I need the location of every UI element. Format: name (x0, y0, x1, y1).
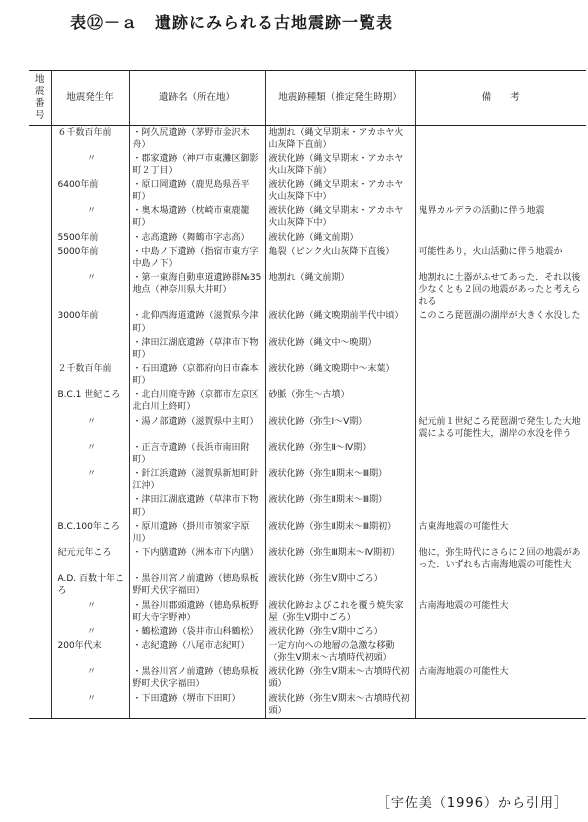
cell-date: 〃 (51, 692, 129, 719)
cell-note (415, 625, 586, 639)
cell-type: 液状化跡（弥生Ⅴ期末～古墳時代初頭） (265, 665, 415, 691)
cell-date (51, 493, 129, 519)
cell-note: 鬼界カルデラの活動に伴う地震 (415, 204, 586, 230)
cell-no (29, 599, 51, 625)
cell-type: 液状化跡（縄文中～晩期） (265, 336, 415, 362)
cell-site: ・阿久尻遺跡（茅野市金沢木舟） (129, 125, 265, 152)
table-row (29, 125, 586, 152)
source-citation: ［宇佐美（1996）から引用］ (376, 796, 568, 811)
table-title: 表⑫－ａ 遺跡にみられる古地震跡一覧表 (70, 13, 394, 32)
cell-no (29, 125, 51, 152)
earthquake-sites-table (29, 70, 586, 719)
cell-note (415, 231, 586, 245)
table-row (29, 415, 586, 441)
cell-type: 地割れ（縄文早期末・アカホヤ火山灰降下直前） (265, 125, 415, 152)
cell-no (29, 520, 51, 546)
cell-type: 液状化跡（縄文前期） (265, 231, 415, 245)
cell-no (29, 231, 51, 245)
cell-note: 可能性あり，火山活動に伴う地震か (415, 245, 586, 271)
cell-note (415, 152, 586, 178)
cell-site: ・郡家遺跡（神戸市東灘区御影町２丁目） (129, 152, 265, 178)
table-row (29, 546, 586, 572)
cell-no (29, 441, 51, 467)
cell-date: 〃 (51, 441, 129, 467)
cell-no (29, 625, 51, 639)
cell-note (415, 336, 586, 362)
cell-note: 地割れに土器がふせてあった．それ以後少なくとも２回の地震があったと考えられる (415, 271, 586, 309)
cell-no (29, 336, 51, 362)
cell-site: ・正言寺遺跡（長浜市南田附町） (129, 441, 265, 467)
cell-note (415, 362, 586, 388)
cell-date: 〃 (51, 665, 129, 691)
cell-date: 〃 (51, 599, 129, 625)
cell-site: ・中島ノ下遺跡（指宿市東方字中島ノ下） (129, 245, 265, 271)
cell-site: ・奥木場遺跡（枕崎市東鹿籠町） (129, 204, 265, 230)
cell-type: 液状化跡（縄文早期末・アカホヤ火山灰降下前） (265, 152, 415, 178)
cell-no (29, 178, 51, 204)
table-row (29, 493, 586, 519)
table-row (29, 152, 586, 178)
cell-note (415, 125, 586, 152)
cell-no (29, 271, 51, 309)
cell-no (29, 152, 51, 178)
cell-no (29, 665, 51, 691)
cell-type: 液状化跡（弥生Ⅱ期末～Ⅲ期初） (265, 520, 415, 546)
cell-site: ・下内膳遺跡（洲本市下内膳） (129, 546, 265, 572)
cell-no (29, 692, 51, 719)
cell-site: ・鶴松遺跡（袋井市山科鶴松） (129, 625, 265, 639)
cell-type: 液状化跡（弥生Ⅴ期中ごろ） (265, 625, 415, 639)
cell-site: ・黒谷川郡頭遺跡（徳島県板野町大寺字野神） (129, 599, 265, 625)
cell-note (415, 493, 586, 519)
table-row (29, 520, 586, 546)
cell-site: ・第一東海自動車道遺跡群№35地点（神奈川県大井町） (129, 271, 265, 309)
cell-no (29, 204, 51, 230)
cell-type: 液状化跡（弥生Ⅲ期末～Ⅳ期初） (265, 546, 415, 572)
cell-note (415, 388, 586, 414)
cell-note (415, 178, 586, 204)
cell-type: 液状化跡（弥生Ⅰ～Ⅴ期） (265, 415, 415, 441)
cell-note (415, 467, 586, 493)
cell-date: 紀元元年ころ (51, 546, 129, 572)
header-date: 地震発生年 (51, 71, 129, 126)
cell-date: 5000年前 (51, 245, 129, 271)
cell-site: ・津田江湖底遺跡（草津市下物町） (129, 493, 265, 519)
cell-site: ・志紀遺跡（八尾市志紀町） (129, 639, 265, 665)
cell-type: 液状化跡（縄文早期末・アカホヤ火山灰降下中） (265, 204, 415, 230)
cell-type: 液状化跡（縄文晩期前半代中頃） (265, 309, 415, 335)
table-row (29, 231, 586, 245)
cell-note: 他に，弥生時代にさらに２回の地震があった．いずれも古南海地震の可能性大 (415, 546, 586, 572)
table-row (29, 309, 586, 335)
table-row (29, 599, 586, 625)
cell-site: ・黒谷川宮ノ前遺跡（徳島県板野町犬伏字福田） (129, 665, 265, 691)
cell-date: 6400年前 (51, 178, 129, 204)
cell-date: ２千数百年前 (51, 362, 129, 388)
cell-date: B.C.1 世紀ころ (51, 388, 129, 414)
cell-no (29, 467, 51, 493)
cell-no (29, 388, 51, 414)
cell-no (29, 639, 51, 665)
cell-type: 一定方向への地層の急激な移動（弥生Ⅴ期末～古墳時代初頭） (265, 639, 415, 665)
header-no: 地震番号 (29, 71, 51, 126)
cell-no (29, 362, 51, 388)
cell-site: ・北仰西海道遺跡（滋賀県今津町） (129, 309, 265, 335)
cell-date: A.D. 百数十年ころ (51, 572, 129, 598)
header-note: 備 考 (415, 71, 586, 126)
table-row (29, 639, 586, 665)
table-row (29, 665, 586, 691)
table-row (29, 204, 586, 230)
cell-note: 古南海地震の可能性大 (415, 599, 586, 625)
cell-type: 地割れ（縄文前期） (265, 271, 415, 309)
cell-date (51, 336, 129, 362)
cell-note: 紀元前１世紀ころ琵琶湖で発生した大地震による可能性大，湖岸の水没を伴う (415, 415, 586, 441)
cell-date: 5500年前 (51, 231, 129, 245)
cell-type: 砂脈（弥生～古墳） (265, 388, 415, 414)
cell-date: 200年代末 (51, 639, 129, 665)
cell-type: 液状化跡（弥生Ⅴ期中ごろ） (265, 572, 415, 598)
cell-site: ・津田江湖底遺跡（草津市下物町） (129, 336, 265, 362)
cell-type: 液状化跡（縄文晩期中～末葉） (265, 362, 415, 388)
cell-date: 3000年前 (51, 309, 129, 335)
cell-type: 液状化跡およびこれを覆う焼失家屋（弥生Ⅴ期中ごろ） (265, 599, 415, 625)
cell-date: B.C.100年ころ (51, 520, 129, 546)
cell-date: ６千数百年前 (51, 125, 129, 152)
cell-note (415, 441, 586, 467)
table-body (29, 125, 586, 718)
cell-no (29, 493, 51, 519)
cell-type: 液状化跡（弥生Ⅱ期末～Ⅲ期） (265, 467, 415, 493)
table-row (29, 245, 586, 271)
cell-date: 〃 (51, 204, 129, 230)
table-row (29, 362, 586, 388)
cell-no (29, 245, 51, 271)
header-row (29, 71, 586, 126)
table-row (29, 625, 586, 639)
cell-site: ・北白川廃寺跡（京都市左京区北白川上終町） (129, 388, 265, 414)
header-site: 遺跡名（所在地） (129, 71, 265, 126)
cell-date: 〃 (51, 271, 129, 309)
cell-no (29, 309, 51, 335)
cell-date: 〃 (51, 467, 129, 493)
cell-type: 液状化跡（縄文早期末・アカホヤ火山灰降下中） (265, 178, 415, 204)
cell-site: ・黒谷川宮ノ前遺跡（徳島県板野町犬伏字福田） (129, 572, 265, 598)
cell-type: 亀裂（ピンク火山灰降下直後） (265, 245, 415, 271)
cell-site: ・下田遺跡（堺市下田町） (129, 692, 265, 719)
table-row (29, 467, 586, 493)
cell-no (29, 572, 51, 598)
cell-date: 〃 (51, 152, 129, 178)
table-row (29, 336, 586, 362)
table-row (29, 441, 586, 467)
cell-site: ・石田遺跡（京都府向日市森本町） (129, 362, 265, 388)
table-row (29, 388, 586, 414)
table-row (29, 692, 586, 719)
cell-no (29, 546, 51, 572)
cell-note (415, 639, 586, 665)
cell-site: ・志高遺跡（舞鶴市字志高） (129, 231, 265, 245)
cell-date: 〃 (51, 415, 129, 441)
table-row (29, 572, 586, 598)
table-row (29, 178, 586, 204)
cell-type: 液状化跡（弥生Ⅱ～Ⅳ期） (265, 441, 415, 467)
header-type: 地震跡種類（推定発生時期） (265, 71, 415, 126)
cell-type: 液状化跡（弥生Ⅱ期末～Ⅲ期） (265, 493, 415, 519)
cell-site: ・原口岡遺跡（鹿児島県吾平町） (129, 178, 265, 204)
cell-date: 〃 (51, 625, 129, 639)
table-row (29, 271, 586, 309)
cell-type: 液状化跡（弥生Ⅴ期末～古墳時代初頭） (265, 692, 415, 719)
cell-note (415, 692, 586, 719)
cell-note: 古東海地震の可能性大 (415, 520, 586, 546)
cell-site: ・針江浜遺跡（滋賀県新旭町針江沖） (129, 467, 265, 493)
cell-site: ・原川遺跡（掛川市領家字原川） (129, 520, 265, 546)
cell-no (29, 415, 51, 441)
cell-note (415, 572, 586, 598)
cell-note: 古南海地震の可能性大 (415, 665, 586, 691)
cell-site: ・湯ノ部遺跡（滋賀県中主町） (129, 415, 265, 441)
cell-note: このころ琵琶湖の湖岸が大きく水没した (415, 309, 586, 335)
